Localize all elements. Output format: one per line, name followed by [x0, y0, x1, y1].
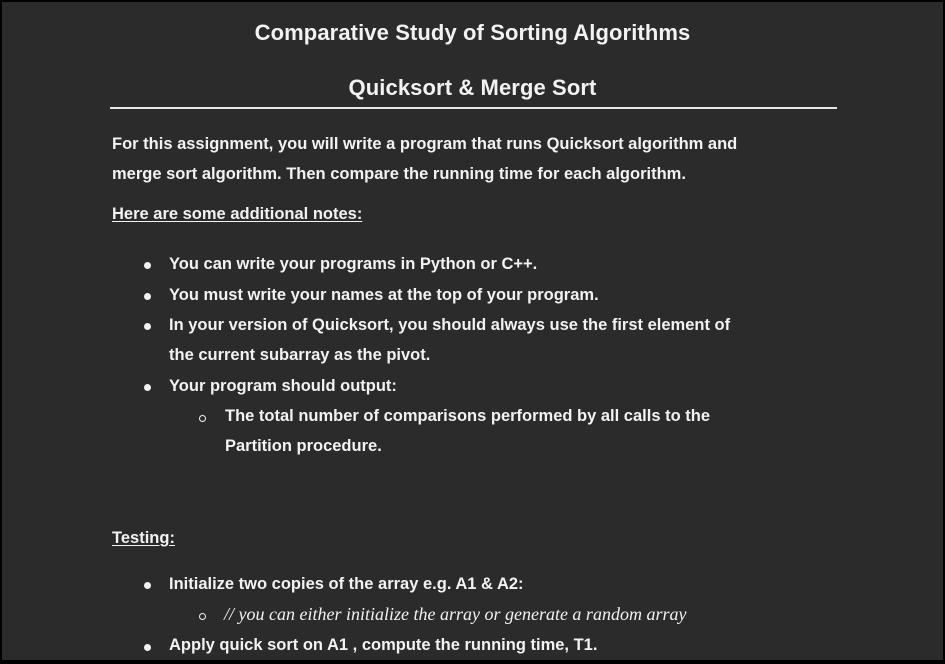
hollow-bullet-icon — [199, 415, 206, 422]
bullet-icon — [144, 582, 151, 589]
intro-paragraph — [112, 129, 842, 189]
intro-line-2: merge sort algorithm. Then compare the running time for each algorithm. — [112, 165, 686, 183]
hollow-bullet-icon — [199, 613, 206, 620]
page-title: Comparative Study of Sorting Algorithms — [254, 20, 691, 45]
intro-line-1: For this assignment, you will write a program that runs Quicksort algorithm and — [112, 135, 738, 153]
sub-list-item-continuation: Partition procedure. — [225, 437, 382, 455]
testing-heading: Testing: — [112, 529, 175, 547]
bullet-icon — [144, 262, 151, 269]
list-item: Apply quick sort on A1 , compute the running time, T1. — [169, 636, 598, 654]
list-item: You can write your programs in Python or C++. — [169, 255, 538, 273]
bullet-icon — [144, 293, 151, 300]
notes-heading: Here are some additional notes: — [112, 205, 363, 223]
list-item-continuation: the current subarray as the pivot. — [169, 346, 431, 364]
list-item: You must write your names at the top of your program. — [169, 286, 599, 304]
title-divider — [110, 107, 837, 109]
bullet-icon — [144, 323, 151, 330]
sub-list-item: The total number of comparisons performed by all calls to the — [225, 407, 711, 425]
bullet-icon — [144, 384, 151, 391]
list-item: In your version of Quicksort, you should always use the first element of — [169, 316, 731, 334]
bullet-icon — [144, 644, 151, 651]
page-subtitle: Quicksort & Merge Sort — [348, 75, 597, 100]
document-page — [2, 2, 943, 660]
list-item: Initialize two copies of the array e.g. A1 & A2: — [169, 575, 524, 593]
list-item: Your program should output: — [169, 377, 397, 395]
sub-list-item-comment: // you can either initialize the array or generate a random array — [224, 604, 687, 624]
